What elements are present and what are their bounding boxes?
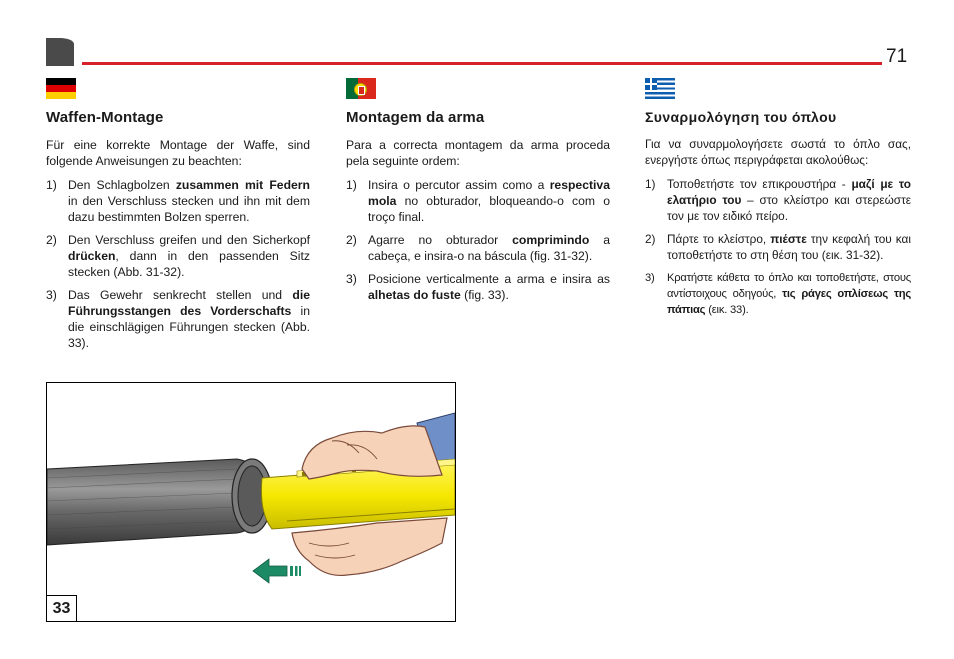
flag-greece-icon [645,78,675,99]
item-number: 2) [346,233,357,247]
instruction-list [645,176,911,318]
figure-33 [46,382,456,622]
hand-lower-shape [292,518,447,575]
section-intro: Για να συναρμολογήσετε σωστά το όπλο σας, ενεργήστε όπως περιγράφεται ακολούθως: [645,137,911,167]
section-intro: Para a correcta montagem da arma proceda pela seguinte ordem: [346,138,610,168]
item-text: Agarre no obturador comprimindo a cabeça, e insira-o na báscula (fig. 31-32). [368,233,611,263]
list-item [346,232,610,264]
section-german [46,78,310,358]
item-number: 3) [346,272,357,286]
section-title: Συναρμολόγηση του όπλου [645,109,837,125]
item-number: 3) [645,272,655,284]
list-item [645,176,911,224]
list-item [645,231,911,263]
section-title: Waffen-Montage [46,109,164,126]
section-greek [645,78,911,325]
hand-upper-shape [302,426,442,479]
instruction-list [46,177,310,351]
page-number: 71 [886,46,908,67]
instruction-list [346,177,610,303]
arrow-left-icon [253,559,301,583]
section-intro: Für eine korrekte Montage der Waffe, sind folgende Anweisungen zu beachten: [46,138,310,168]
item-text: Den Schlagbolzen zusammen mit Federn in den Verschluss stecken und ihn mit dem dazu bestimmten Bolzen sperren. [68,178,310,224]
item-text: Den Verschluss greifen und den Sicherkopf drücken, dann in den passenden Sitz stecken (Abb. 31-32). [68,233,310,279]
flag-portugal-icon [346,78,376,99]
item-number: 3) [46,288,57,302]
list-item [46,287,310,351]
list-item [346,177,610,225]
list-item [645,270,911,318]
item-number: 1) [346,178,357,192]
item-text: Das Gewehr senkrecht stellen und die Führungsstangen des Vorderschafts in die einschlägigen Führungen stecken (Abb. 33). [68,288,310,350]
item-text: Πάρτε το κλείστρο, πιέστε την κεφαλή του και τοποθετήστε το στη θέση του (εικ. 31-32). [667,232,911,262]
section-title: Montagem da arma [346,109,485,126]
item-text: Κρατήστε κάθετα το όπλο και τοποθετήστε, στους αντίστοιχους οδηγούς, τις ράγες οπλίσεως της πάπιας (εικ. 33). [667,272,911,316]
flag-germany-icon [46,78,76,99]
item-number: 1) [46,178,57,192]
item-number: 1) [645,177,656,191]
assembly-illustration [47,383,455,621]
figure-label: 33 [46,595,77,622]
list-item [46,232,310,280]
item-number: 2) [645,232,656,246]
item-number: 2) [46,233,57,247]
item-text: Posicione verticalmente a arma e insira as alhetas do fuste (fig. 33). [368,272,610,302]
section-portuguese [346,78,610,310]
header-rule [82,62,882,65]
item-text: Insira o percutor assim como a respectiva mola no obturador, bloqueando-o com o troço final. [368,178,610,224]
list-item [46,177,310,225]
corner-logo-mark [46,38,74,66]
item-text: Τοποθετήστε τον επικρουστήρα - μαζί με το ελατήριο του – στο κλείστρο και στερεώστε τον με τον ειδικό πείρο. [667,177,912,223]
list-item [346,271,610,303]
